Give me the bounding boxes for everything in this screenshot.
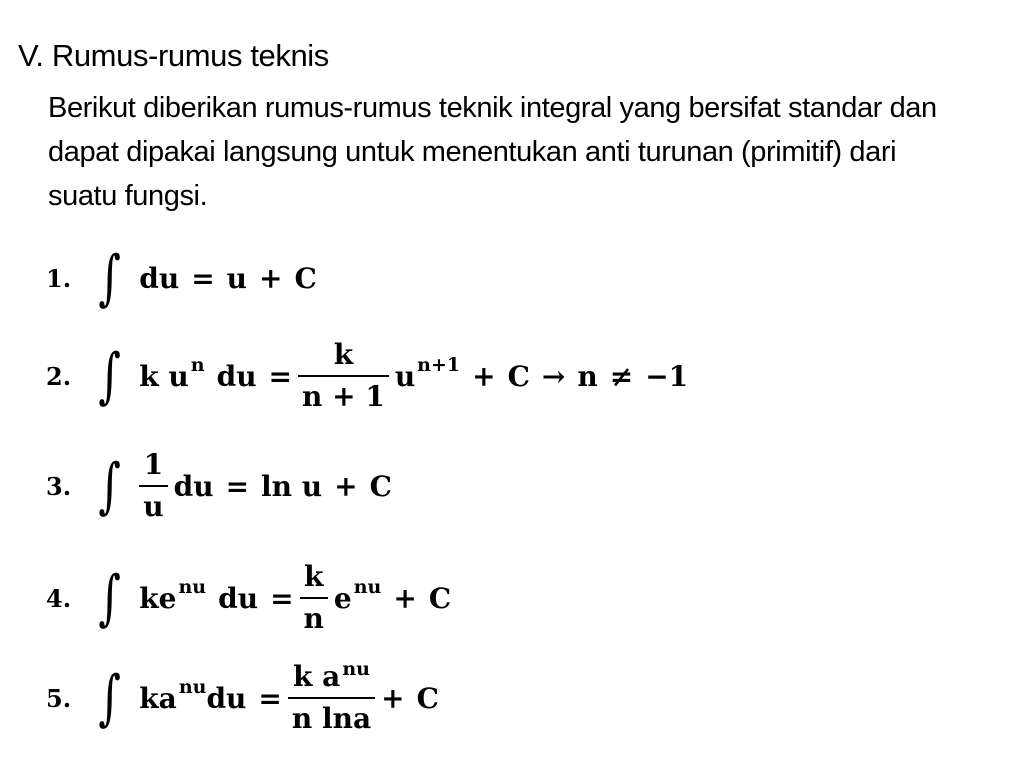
formula-4 [46, 558, 451, 638]
differential: du [216, 359, 257, 393]
fraction-numerator: k [304, 560, 324, 593]
slide-title: V. Rumus-rumus teknis [18, 38, 329, 73]
result-exponent: nu [353, 576, 382, 598]
formula-3 [46, 446, 392, 526]
integral-sign: ∫ [98, 451, 121, 521]
integrand-exponent: n [190, 354, 205, 376]
formula-number: 1. [46, 263, 72, 293]
formula-number: 4. [46, 583, 72, 613]
fraction [139, 448, 167, 523]
numerator-exponent: nu [342, 658, 370, 680]
plus-sign: + [259, 261, 283, 295]
formula-2 [46, 336, 688, 416]
integrand-exponent: nu [178, 676, 207, 698]
formula-1 [46, 238, 317, 318]
integrand-base: ka [139, 681, 177, 715]
integral-sign: ∫ [98, 663, 121, 733]
constant: C [507, 359, 530, 393]
formula-number: 5. [46, 683, 72, 713]
integrand: du [139, 261, 180, 295]
constant: C [369, 469, 392, 503]
fraction-numerator [289, 658, 374, 697]
result-exponent: n+1 [417, 354, 461, 376]
constant: C [416, 681, 439, 715]
fraction-denominator: u [139, 485, 167, 521]
integral-sign: ∫ [98, 243, 121, 313]
fraction [298, 338, 389, 413]
constant: C [294, 261, 317, 295]
fraction-denominator: n lna [288, 697, 375, 733]
plus-sign: + [381, 681, 405, 715]
not-equal-sign: ≠ [609, 359, 634, 393]
arrow-icon: → [541, 359, 566, 393]
constant: C [428, 581, 452, 615]
plus-sign: + [334, 469, 358, 503]
result-term: ln u [261, 469, 323, 503]
result-base: e [333, 581, 352, 615]
equals-sign: = [270, 581, 294, 615]
equals-sign: = [191, 261, 215, 295]
formula-number: 3. [46, 471, 72, 501]
integrand-base: k u [139, 359, 189, 393]
formula-number: 2. [46, 361, 72, 391]
fraction-denominator: n [300, 597, 328, 633]
integral-sign: ∫ [98, 563, 121, 633]
integrand-base: ke [139, 581, 177, 615]
formula-5 [46, 658, 439, 738]
condition-variable: n [577, 359, 598, 393]
plus-sign: + [393, 581, 417, 615]
intro-paragraph: Berikut diberikan rumus-rumus teknik integral yang bersifat standar dan dapat dipakai langsung untuk menentukan anti turunan (primitif) dari suatu fungsi. [48, 92, 937, 212]
fraction-numerator: 1 [143, 448, 164, 481]
integral-sign: ∫ [98, 341, 121, 411]
result-base: u [394, 359, 416, 393]
result-term: u [226, 261, 248, 295]
equals-sign: = [268, 359, 293, 393]
plus-sign: + [472, 359, 496, 393]
differential: du [218, 581, 259, 615]
fraction-denominator: n + 1 [298, 375, 389, 411]
fraction [300, 560, 328, 635]
integrand-exponent: nu [178, 576, 207, 598]
condition-value: −1 [645, 359, 689, 393]
numerator-base: k a [293, 660, 341, 693]
differential: du [173, 469, 214, 503]
differential: du [206, 681, 247, 715]
fraction [288, 658, 375, 735]
equals-sign: = [258, 681, 282, 715]
equals-sign: = [225, 469, 250, 503]
fraction-numerator: k [333, 338, 354, 371]
